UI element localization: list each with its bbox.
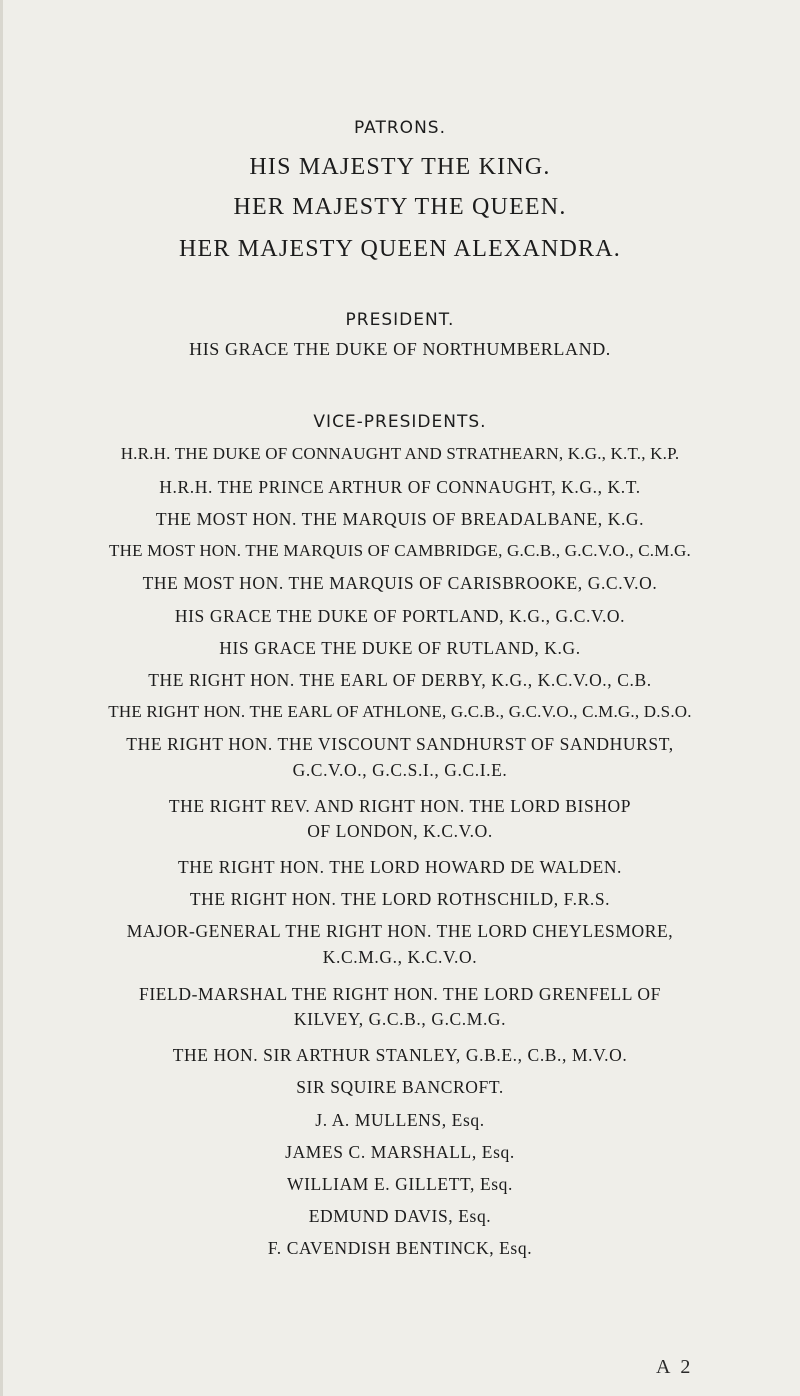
vice-president-line: HIS GRACE THE DUKE OF RUTLAND, K.G.	[219, 638, 581, 658]
page-number: A 2	[656, 1356, 694, 1378]
vice-president-line: THE RIGHT HON. THE EARL OF ATHLONE, G.C.B., G.C.V.O., C.M.G., D.S.O.	[108, 702, 692, 721]
vice-president-line: F. CAVENDISH BENTINCK, Esq.	[267, 1238, 533, 1258]
president-heading: PRESIDENT.	[345, 310, 455, 330]
vice-president-line: JAMES C. MARSHALL, Esq.	[285, 1142, 515, 1162]
vice-president-line: WILLIAM E. GILLETT, Esq.	[287, 1174, 513, 1194]
vice-president-line: THE RIGHT HON. THE LORD ROTHSCHILD, F.R.S.	[189, 889, 611, 909]
vice-president-line: K.C.M.G., K.C.V.O.	[322, 947, 478, 967]
vice-presidents-heading: VICE-PRESIDENTS.	[313, 412, 487, 432]
vice-president-line: KILVEY, G.C.B., G.C.M.G.	[293, 1009, 507, 1029]
president-name: HIS GRACE THE DUKE OF NORTHUMBERLAND.	[189, 339, 611, 359]
patron-line: HER MAJESTY THE QUEEN.	[233, 194, 567, 220]
vice-president-line: THE RIGHT REV. AND RIGHT HON. THE LORD BISHOP	[168, 796, 632, 816]
vice-president-line: MAJOR-GENERAL THE RIGHT HON. THE LORD CHEYLESMORE,	[126, 921, 674, 941]
vice-president-line: THE MOST HON. THE MARQUIS OF CARISBROOKE, G.C.V.O.	[142, 573, 658, 593]
vice-president-line: HIS GRACE THE DUKE OF PORTLAND, K.G., G.C.V.O.	[174, 606, 626, 626]
vice-president-line: H.R.H. THE DUKE OF CONNAUGHT AND STRATHEARN, K.G., K.T., K.P.	[120, 444, 680, 463]
vice-president-line: H.R.H. THE PRINCE ARTHUR OF CONNAUGHT, K.G., K.T.	[159, 477, 641, 497]
patron-line: HIS MAJESTY THE KING.	[249, 154, 551, 180]
vice-president-line: OF LONDON, K.C.V.O.	[307, 821, 493, 841]
patron-line: HER MAJESTY QUEEN ALEXANDRA.	[178, 236, 622, 262]
vice-president-line: THE RIGHT HON. THE EARL OF DERBY, K.G., K.C.V.O., C.B.	[148, 670, 652, 690]
patrons-heading: PATRONS.	[354, 118, 446, 138]
vice-president-line: THE HON. SIR ARTHUR STANLEY, G.B.E., C.B., M.V.O.	[172, 1045, 628, 1065]
vice-president-line: FIELD-MARSHAL THE RIGHT HON. THE LORD GRENFELL OF	[139, 984, 661, 1004]
vice-president-line: THE RIGHT HON. THE LORD HOWARD DE WALDEN.	[177, 857, 623, 877]
vice-president-line: G.C.V.O., G.C.S.I., G.C.I.E.	[292, 760, 508, 780]
vice-president-line: J. A. MULLENS, Esq.	[315, 1110, 485, 1130]
vice-president-line: EDMUND DAVIS, Esq.	[308, 1206, 492, 1226]
vice-president-line: THE RIGHT HON. THE VISCOUNT SANDHURST OF SANDHURST,	[126, 734, 674, 754]
vice-president-line: SIR SQUIRE BANCROFT.	[296, 1077, 504, 1097]
vice-president-line: THE MOST HON. THE MARQUIS OF BREADALBANE, K.G.	[155, 509, 645, 529]
vice-president-line: THE MOST HON. THE MARQUIS OF CAMBRIDGE, G.C.B., G.C.V.O., C.M.G.	[109, 541, 691, 560]
